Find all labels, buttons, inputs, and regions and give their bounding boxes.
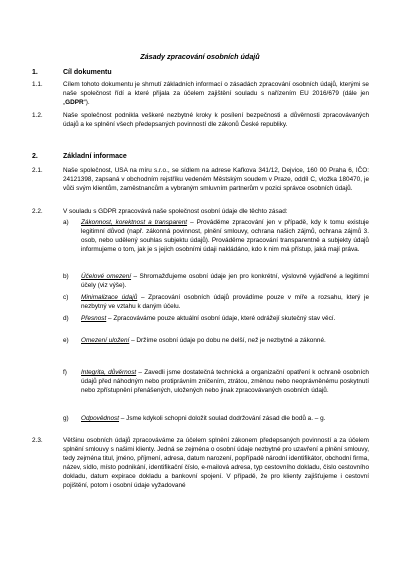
document-title: Zásady zpracování osobních údajů — [140, 52, 260, 61]
list-item-term: Přesnost — [81, 315, 107, 322]
list-item — [81, 218, 369, 254]
section-number: 1. — [32, 69, 38, 76]
list-item-term: Odpovědnost — [81, 415, 120, 422]
list-item-text: – Zpracování osobních údajů provádíme pouze v míře a rozsahu, který je nezbytný ve vztahu k daným účelu. — [81, 294, 369, 310]
paragraph-text-part: “). — [83, 99, 90, 106]
paragraph-text: Naše společnost, USA na míru s.r.o., se sídlem na adrese Kafkova 341/12, Dejvice, 160 00 Praha 6, IČO: 24121398, zapsaná v obchodním rejstříku vedeném Městským soudem v Praze, oddíl C, vložka 180470, je vůči svým klientům, zaměstnancům a vybraným smluvním partnerům v pozici správce osobních údajů. — [63, 167, 369, 192]
list-item — [81, 314, 369, 323]
list-item-letter: c) — [63, 294, 69, 301]
list-item-letter: a) — [63, 219, 69, 226]
list-item — [81, 368, 369, 395]
list-item-term: Omezení uložení — [81, 337, 130, 344]
paragraph-number: 2.1. — [32, 167, 43, 174]
section-number: 2. — [32, 153, 38, 160]
list-item-term: Účelové omezení — [81, 273, 132, 280]
list-item-letter: f) — [63, 369, 67, 376]
paragraph-text: V souladu s GDPR zpracovává naše společnost osobní údaje dle těchto zásad: — [63, 208, 288, 215]
list-item-term: Integrita, důvěrnost — [81, 369, 137, 376]
list-item-text: – Prováděme zpracování jen v případě, kdy k tomu existuje legitimní důvod (např. zákonná povinnost, plnění smlouvy, ochrana našich zájmů, ochrana zájmů 3. osob, nebo udělený souhlas subjektu údajů). Prováděme zpracování transparentně a subjekty údajů informujeme o tom, jak je s jejich osobními údaji nakládáno, kdo k nim má přístup, jaká mají práva. — [81, 219, 369, 253]
list-item-text: – Zavedli jsme dostatečná technická a organizační opatření k ochraně osobních údajů před náhodným nebo protiprávním zničením, ztrátou, změnou nebo neoprávněnému poskytnutí nebo zpřístupnění přenášených, uložených nebo jinak zpracovávaných osobních údajů. — [81, 369, 369, 394]
list-item-term: Zákonnost, korektnost a transparent — [81, 219, 188, 226]
list-item-letter: d) — [63, 315, 69, 322]
list-item — [81, 414, 369, 423]
paragraph-number: 1.2. — [32, 112, 43, 119]
list-item — [81, 336, 369, 345]
list-item-text: – Zpracováváme pouze aktuální osobní údaje, které odrážejí skutečný stav věcí. — [106, 315, 336, 322]
paragraph-number: 1.1. — [32, 81, 43, 88]
paragraph-text: Naše společnost podnikla veškeré nezbytné kroky k posílení bezpečnosti a důvěrnosti zpracovávaných údajů a ke splnění všech předepsaných povinností dle zákonů České republiky. — [63, 112, 369, 128]
section-heading: Základní informace — [63, 153, 127, 160]
list-item-term: Minimalizace údajů — [81, 294, 138, 301]
paragraph-number: 2.3. — [32, 437, 43, 444]
section-heading: Cíl dokumentu — [63, 69, 112, 76]
list-item — [81, 272, 369, 290]
gdpr-term: GDPR — [65, 99, 84, 106]
paragraph-number: 2.2. — [32, 208, 43, 215]
list-item-text: – Shromažďujeme osobní údaje jen pro konkrétní, výslovně vyjádřené a legitimní účely (viz výše). — [81, 273, 369, 289]
list-item-letter: b) — [63, 273, 69, 280]
list-item-letter: e) — [63, 337, 69, 344]
list-item — [81, 293, 369, 311]
paragraph-text-part: Cílem tohoto dokumentu je shrnutí základních informací o zásadách zpracování osobních údajů, kterými se naše společnost řídí a které přijala za účelem zajištění souladu s nařízením EU 2016/679 (dále jen „ — [63, 81, 369, 106]
paragraph-text — [63, 80, 369, 107]
list-item-text: – Držíme osobní údaje po dobu ne delší, než je nezbytné a zákonné. — [129, 337, 326, 344]
list-item-letter: g) — [63, 415, 69, 422]
list-item-text: – Jsme kdykoli schopni doložit soulad dodržování zásad dle bodů a. – g. — [119, 415, 326, 422]
paragraph-text: Většinu osobních údajů zpracováváme za účelem splnění zákonem předepsaných povinností a za účelem splnění smlouvy s našimi klienty. Jedná se zejména o osobní údaje nezbytné pro uzavření a plnění smlouvy, tedy zejména titul, jméno, příjmení, adresa, datum narození, popřípadě národní identifikátor, obchodní firma, název, sídlo, místo podnikání, identifikační číslo, e-mailová adresa, typ cestovního dokladu, číslo cestovního dokladu, datum expirace dokladu a bankovní spojení. V případě, že pro klienty zajišťujeme i cestovní pojištění, potom i osobní údaje vyžadované — [63, 437, 369, 489]
